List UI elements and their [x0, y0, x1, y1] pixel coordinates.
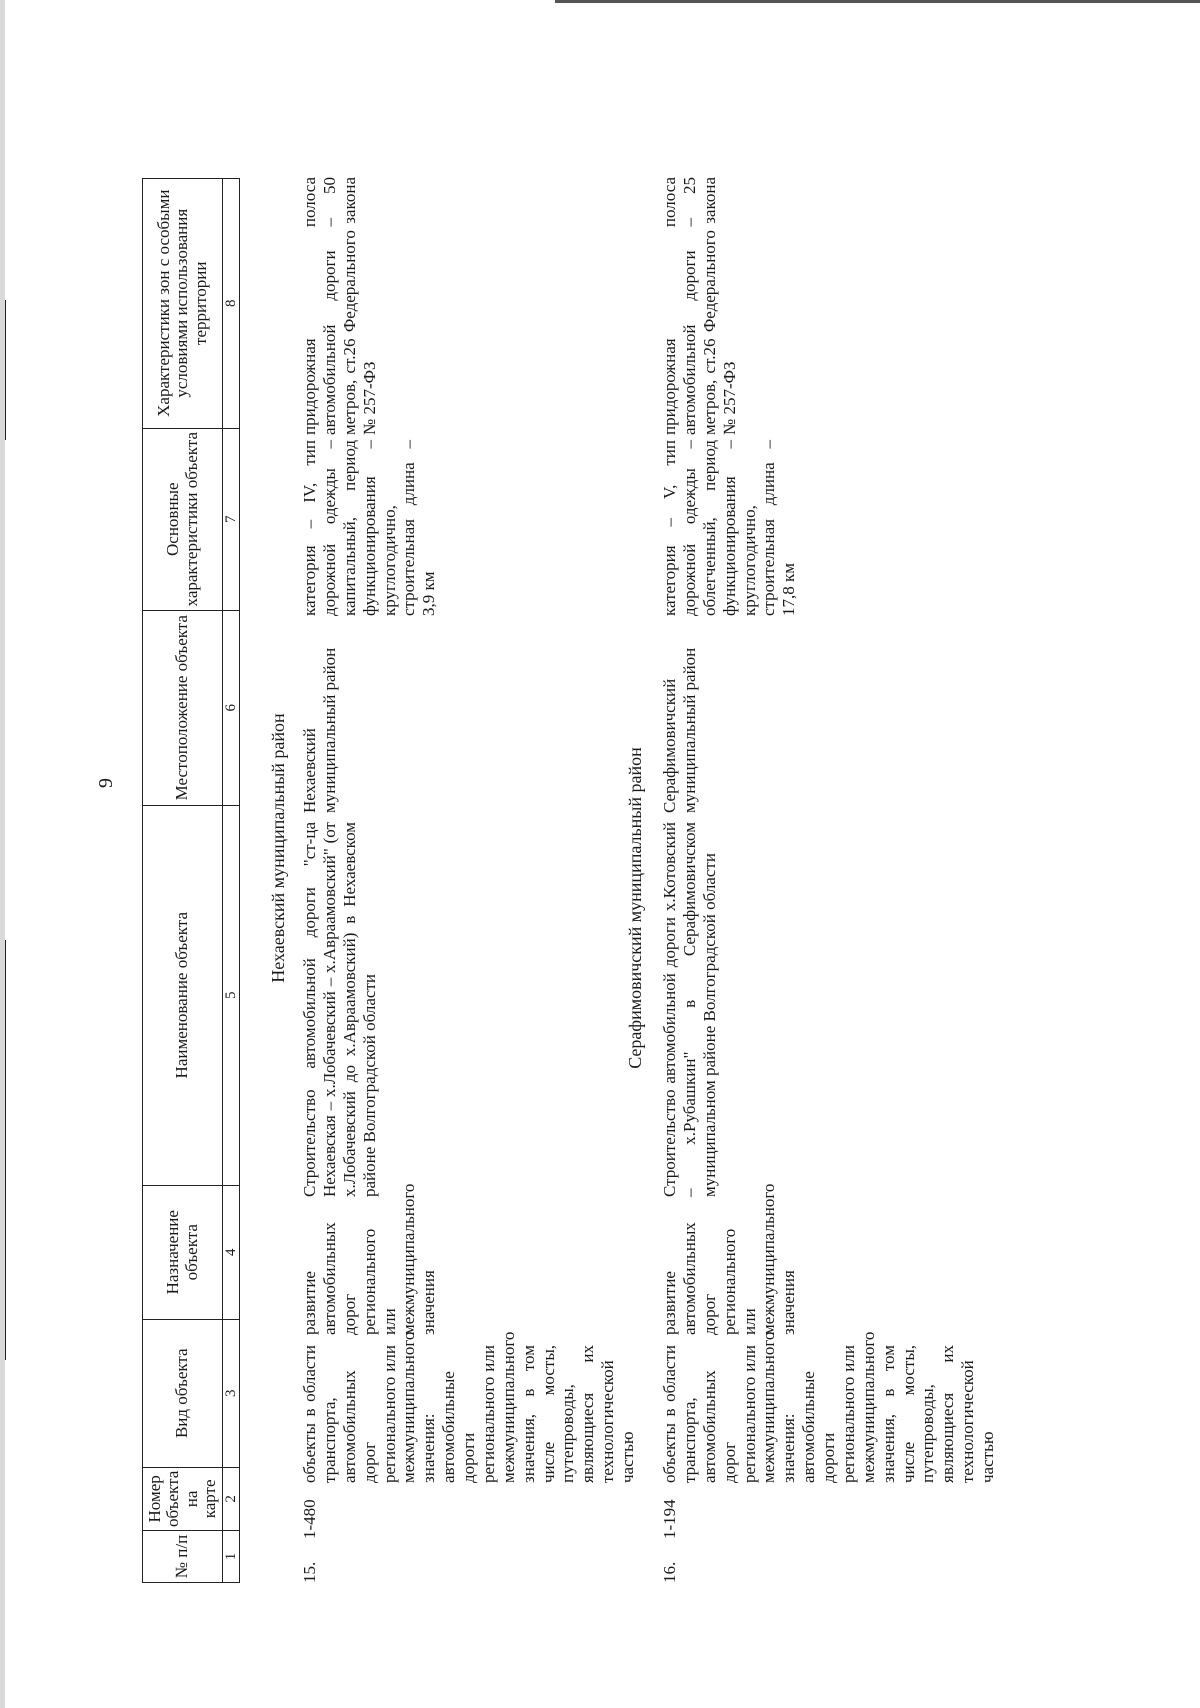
row-object-purpose: развитие автомобильных дорог регионального или межмуниципального значения [300, 1183, 439, 1335]
row-object-location: Серафимовичский муниципальный район [660, 647, 699, 813]
row-object-characteristics: категория – IV, тип дорожной одежды – капитальный, период функционирования – круглогодично, строительная длина – 3,9 км [300, 440, 439, 616]
row-object-type: объекты в области транспорта, автомобильных дорог регионального или межмуниципального значения: автомобильные дороги регионального или межмуниципального значения, в том числе мосты, путепроводы, являющиеся их технологической частью [660, 1331, 997, 1483]
column-number: 5 [223, 805, 240, 1185]
column-number: 3 [223, 1319, 240, 1467]
page-number: 9 [95, 778, 117, 788]
row-map-code: 1-194 [660, 1499, 679, 1539]
table-header [142, 178, 240, 1583]
row-object-name: Строительство автомобильной дороги "ст-ца Нехаевская – х.Лобачевский – х.Авраамовский" (от х.Лобачевский до х.Авраамовский) в Нехаевском районе Волгоградской области [300, 822, 379, 1197]
section-title: Нехаевский муниципальный район [268, 713, 288, 983]
section-title: Серафимовичский муниципальный район [625, 747, 645, 1069]
column-number: 7 [223, 428, 240, 610]
row-object-characteristics: категория – V, тип дорожной одежды – облегченный, период функционирования – круглогодично, строительная длина – 17,8 км [660, 440, 799, 616]
column-number: 8 [223, 178, 240, 428]
header-zone-characteristics: Характеристики зон с особыми условиями использования территории [143, 178, 223, 428]
column-number: 6 [223, 610, 240, 805]
row-object-type: объекты в области транспорта, автомобильных дорог регионального или межмуниципального значения: автомобильные дороги регионального или межмуниципального значения, в том числе мосты, путепроводы, являющиеся их технологической частью [300, 1331, 637, 1483]
row-zone-characteristics: придорожная полоса автомобильной дороги – 50 метров, ст.26 Федерального закона № 257-ФЗ [300, 177, 379, 435]
header-number: № п/п [143, 1531, 223, 1583]
row-object-name: Строительство автомобильной дороги х.Котовский – х.Рубашкин" в Серафимовичском муниципальном районе Волгоградской области [660, 822, 719, 1197]
column-number: 2 [223, 1467, 240, 1530]
column-number: 1 [223, 1531, 240, 1583]
row-zone-characteristics: придорожная полоса автомобильной дороги – 25 метров, ст.26 Федерального закона № 257-ФЗ [660, 177, 739, 435]
row-object-purpose: развитие автомобильных дорог регионального или межмуниципального значения [660, 1183, 799, 1335]
header-object-characteristics: Основные характеристики объекта [143, 428, 223, 610]
header-object-location: Местоположение объекта [143, 610, 223, 805]
row-map-code: 1-480 [300, 1499, 319, 1539]
header-object-name: Наименование объекта [143, 805, 223, 1185]
header-map-number: Номер объекта на карте [143, 1467, 223, 1530]
column-number: 4 [223, 1185, 240, 1319]
header-object-purpose: Назначение объекта [143, 1185, 223, 1319]
row-number: 16. [660, 1561, 679, 1583]
row-object-location: Нехаевский муниципальный район [300, 647, 339, 813]
header-object-type: Вид объекта [143, 1319, 223, 1467]
row-number: 15. [300, 1561, 319, 1583]
